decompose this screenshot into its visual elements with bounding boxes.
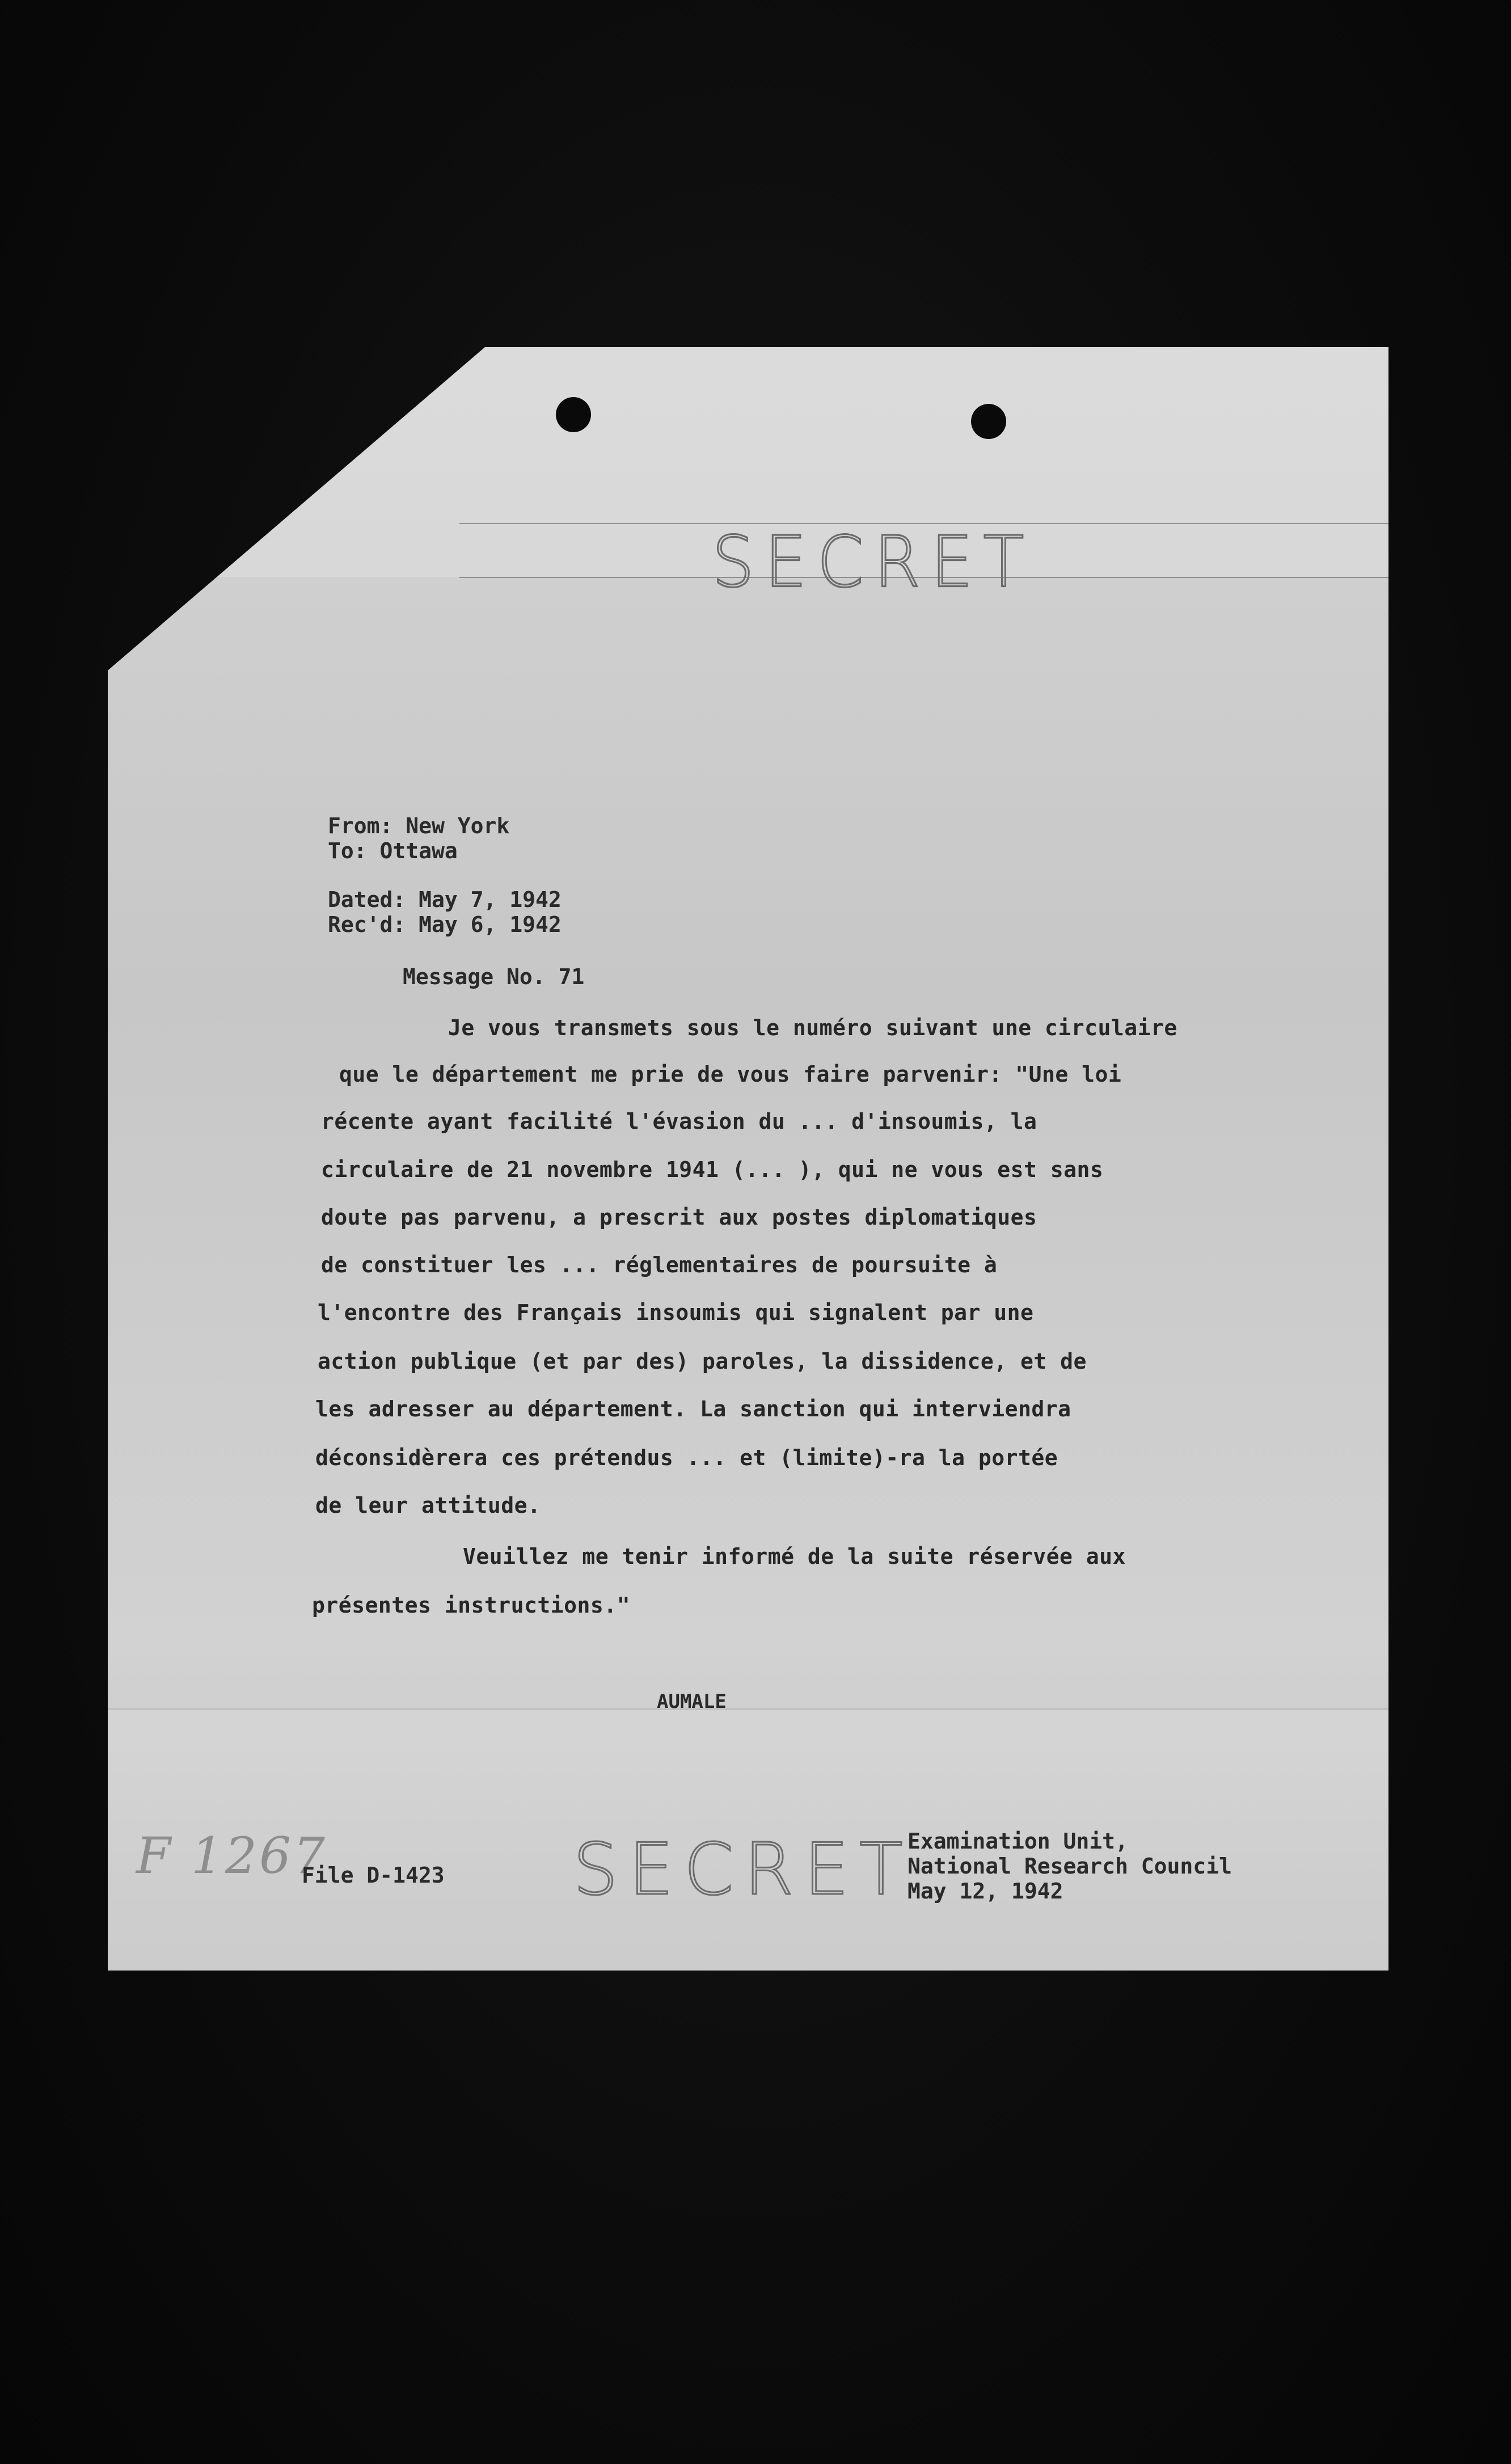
examination-unit-line: Examination Unit, <box>908 1829 1128 1854</box>
signature: AUMALE <box>657 1690 727 1713</box>
ruled-line <box>108 1708 1388 1710</box>
message-line: Je vous transmets sous le numéro suivant une circulaire <box>448 1015 1177 1040</box>
handwritten-file-note: F 1267 <box>136 1826 327 1885</box>
message-line: déconsidèrera ces prétendus ... et (limite)-ra la portée <box>315 1445 1058 1470</box>
punch-hole-left <box>556 397 591 432</box>
message-line: Veuillez me tenir informé de la suite réservée aux <box>463 1544 1126 1569</box>
message-line: de leur attitude. <box>315 1493 541 1518</box>
message-line: que le département me prie de vous faire parvenir: "Une loi <box>339 1062 1122 1087</box>
message-line: les adresser au département. La sanction qui interviendra <box>315 1396 1071 1421</box>
message-line: récente ayant facilité l'évasion du ... d'insoumis, la <box>321 1109 1037 1134</box>
message-number: Message No. 71 <box>403 964 585 989</box>
received-line: Rec'd: May 6, 1942 <box>328 912 562 937</box>
message-line: circulaire de 21 novembre 1941 (... ), qui ne vous est sans <box>321 1157 1104 1182</box>
message-line: doute pas parvenu, a prescrit aux postes diplomatiques <box>321 1205 1037 1230</box>
message-line: de constituer les ... réglementaires de poursuite à <box>321 1252 998 1277</box>
from-line: From: New York <box>328 813 510 838</box>
punch-hole-right <box>971 404 1006 439</box>
message-line: présentes instructions." <box>312 1593 631 1618</box>
unit-date-line: May 12, 1942 <box>908 1879 1063 1904</box>
message-line: action publique (et par des) paroles, la dissidence, et de <box>318 1349 1087 1374</box>
message-line: l'encontre des Français insoumis qui signalent par une <box>318 1300 1034 1325</box>
secret-stamp-top: SECRET <box>712 521 1035 603</box>
research-council-line: National Research Council <box>908 1854 1232 1879</box>
to-line: To: Ottawa <box>328 838 458 863</box>
secret-stamp-bottom: SECRET <box>573 1828 913 1911</box>
file-number: File D-1423 <box>302 1863 445 1888</box>
dated-line: Dated: May 7, 1942 <box>328 887 562 912</box>
